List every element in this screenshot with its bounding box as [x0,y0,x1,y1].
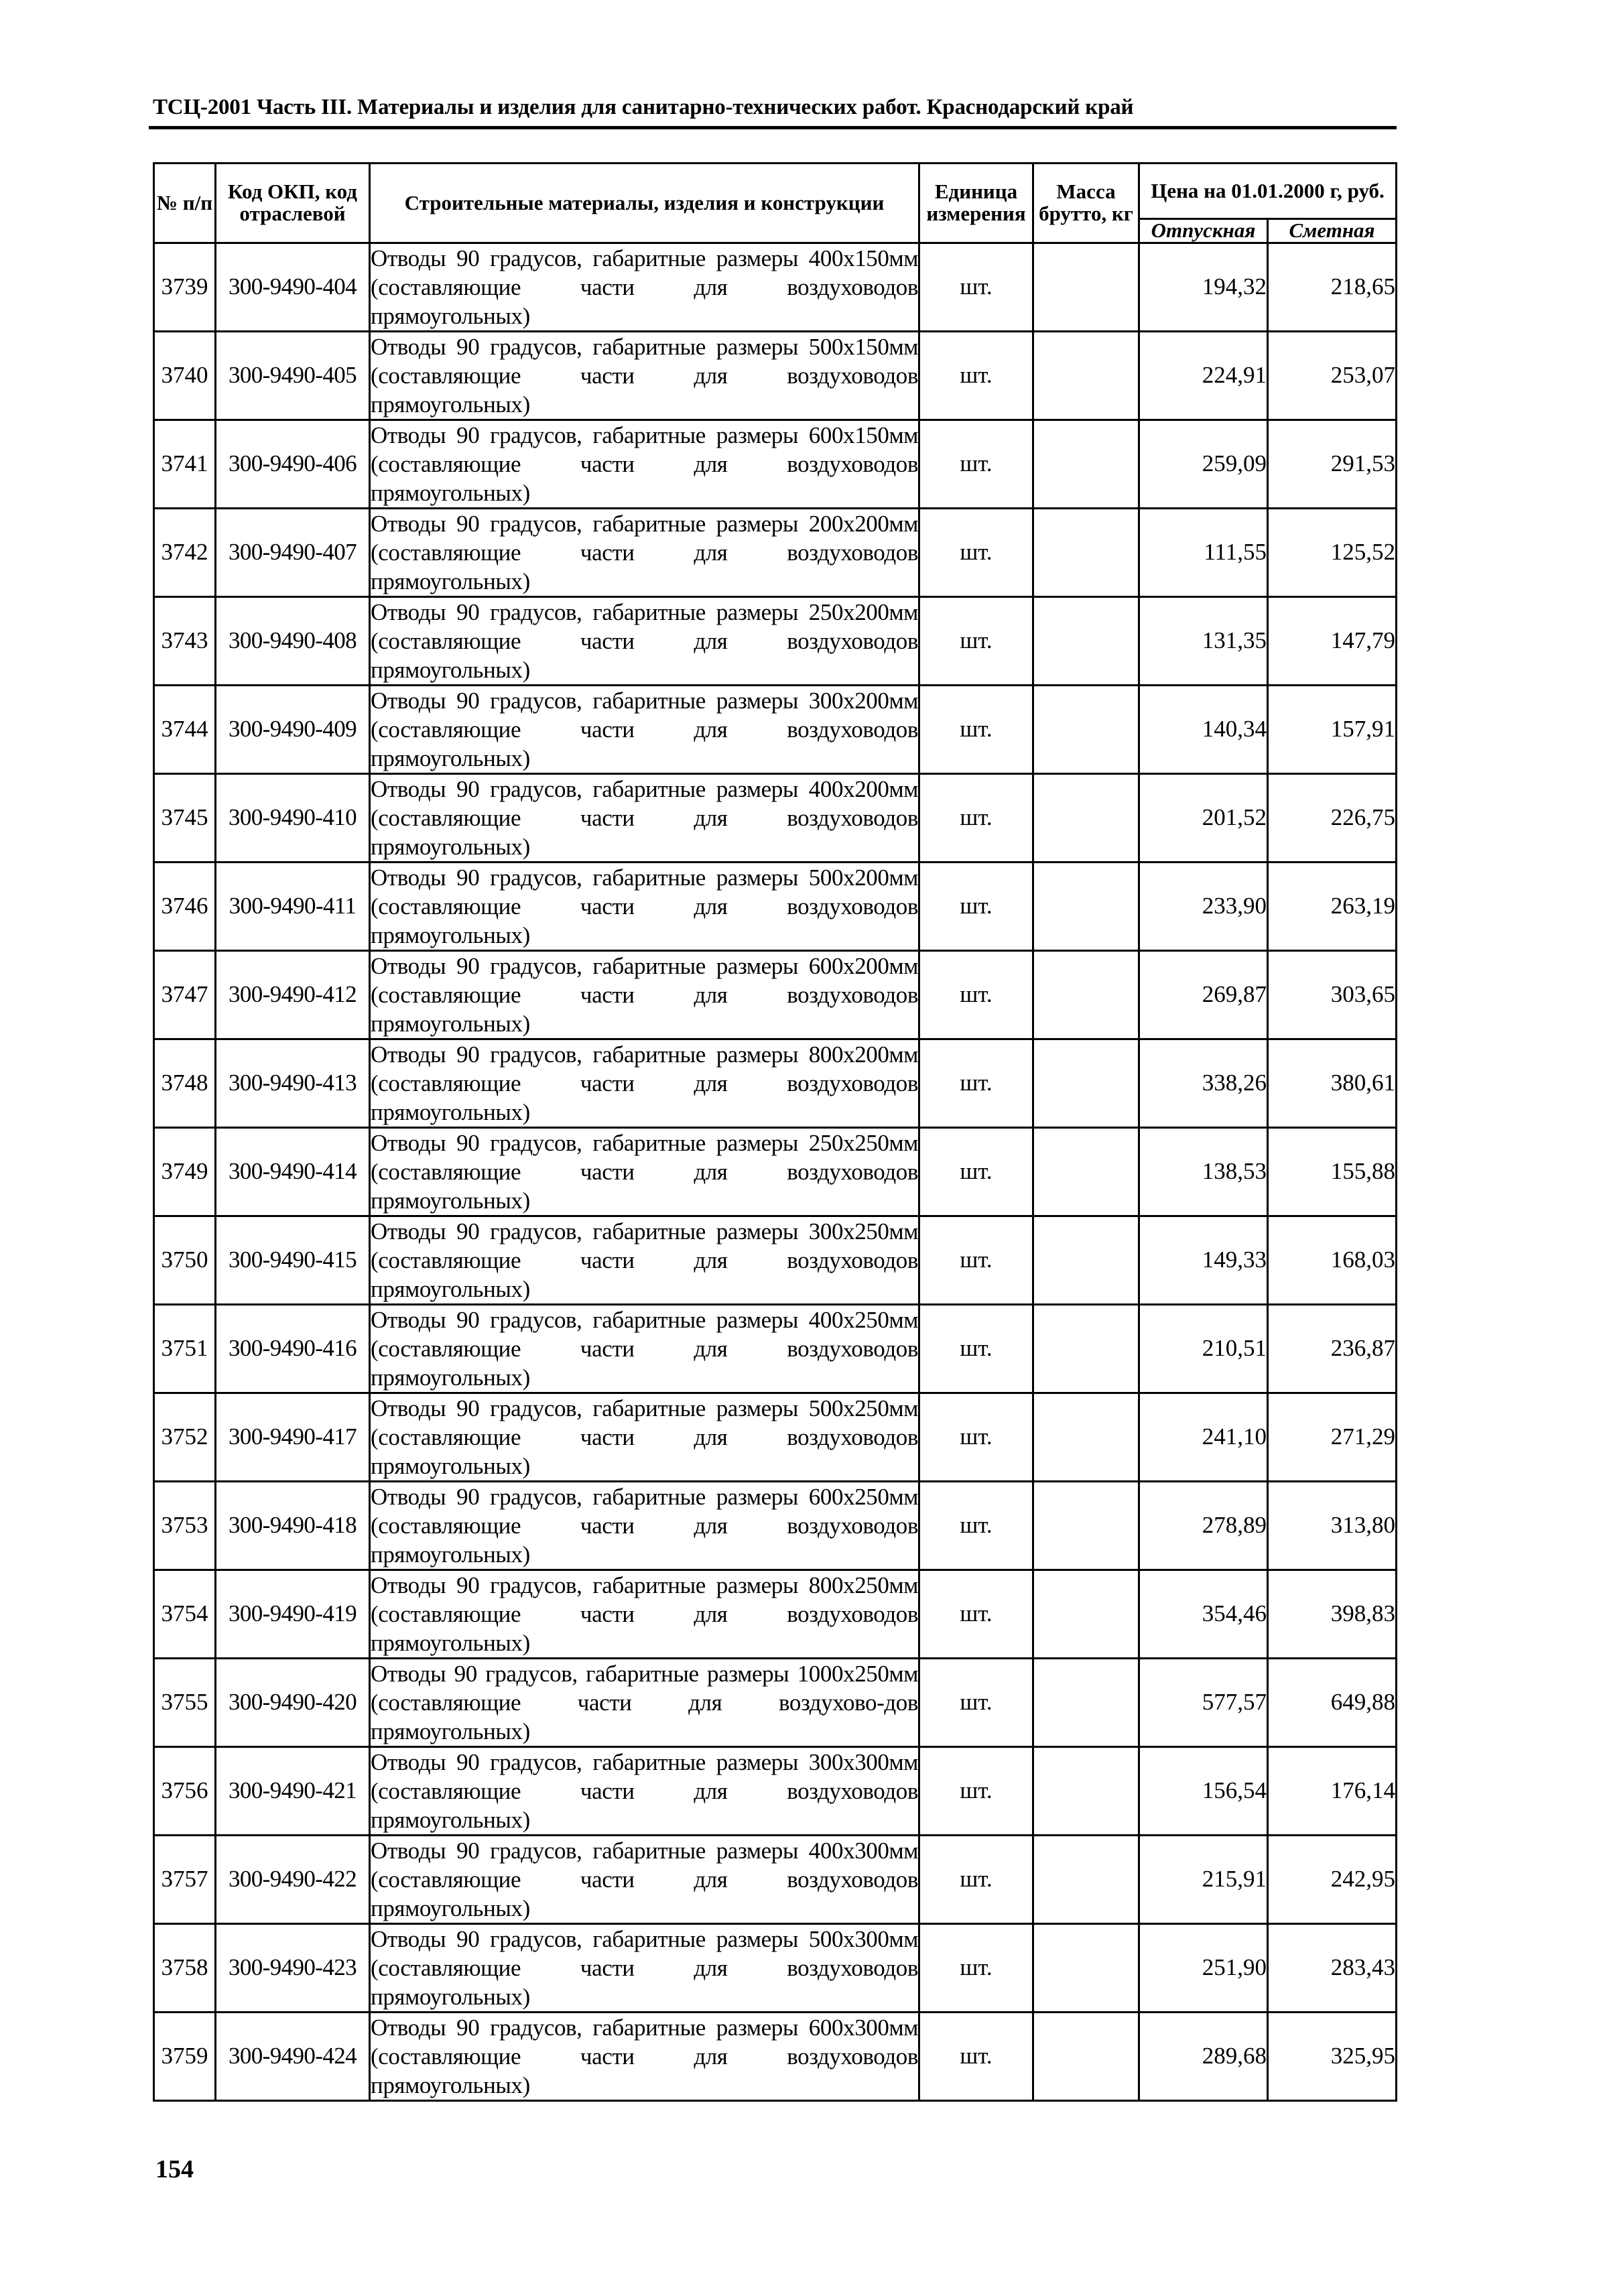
row-price-release: 338,26 [1139,1039,1268,1127]
row-description: Отводы 90 градусов, габаритные размеры 500x200мм (составляющие части для воздуховодов прямоугольных) [370,862,919,950]
row-unit: шт. [919,862,1033,950]
row-unit: шт. [919,685,1033,773]
row-code: 300-9490-410 [216,773,370,862]
row-mass [1033,508,1139,596]
row-price-estimate: 253,07 [1268,331,1397,420]
row-price-release: 156,54 [1139,1746,1268,1835]
row-number: 3755 [154,1658,216,1746]
row-price-release: 149,33 [1139,1216,1268,1304]
row-number: 3750 [154,1216,216,1304]
row-code: 300-9490-415 [216,1216,370,1304]
row-mass [1033,1304,1139,1393]
row-description: Отводы 90 градусов, габаритные размеры 600x150мм (составляющие части для воздуховодов прямоугольных) [370,420,919,508]
row-number: 3749 [154,1127,216,1216]
row-price-estimate: 125,52 [1268,508,1397,596]
row-mass [1033,1127,1139,1216]
table-row [154,1835,1397,1923]
row-description: Отводы 90 градусов, габаритные размеры 600x250мм (составляющие части для воздуховодов прямоугольных) [370,1481,919,1570]
row-description: Отводы 90 градусов, габаритные размеры 300x200мм (составляющие части для воздуховодов прямоугольных) [370,685,919,773]
row-price-estimate: 147,79 [1268,596,1397,685]
row-price-release: 215,91 [1139,1835,1268,1923]
row-mass [1033,950,1139,1039]
row-code: 300-9490-418 [216,1481,370,1570]
row-description: Отводы 90 градусов, габаритные размеры 400x150мм (составляющие части для воздуховодов прямоугольных) [370,243,919,331]
row-price-release: 251,90 [1139,1923,1268,2012]
row-price-release: 140,34 [1139,685,1268,773]
row-description: Отводы 90 градусов, габаритные размеры 200x200мм (составляющие части для воздуховодов прямоугольных) [370,508,919,596]
row-unit: шт. [919,773,1033,862]
row-code: 300-9490-406 [216,420,370,508]
row-unit: шт. [919,596,1033,685]
row-price-estimate: 242,95 [1268,1835,1397,1923]
row-unit: шт. [919,1127,1033,1216]
row-number: 3740 [154,331,216,420]
price-table [153,162,1397,2102]
row-price-estimate: 263,19 [1268,862,1397,950]
row-code: 300-9490-420 [216,1658,370,1746]
column-header-price-release: Отпускная [1139,219,1268,243]
row-number: 3754 [154,1570,216,1658]
row-number: 3745 [154,773,216,862]
row-description: Отводы 90 градусов, габаритные размеры 400x300мм (составляющие части для воздуховодов прямоугольных) [370,1835,919,1923]
row-number: 3746 [154,862,216,950]
table-row [154,773,1397,862]
table-row [154,508,1397,596]
row-mass [1033,1481,1139,1570]
row-price-release: 259,09 [1139,420,1268,508]
row-unit: шт. [919,2012,1033,2100]
table-row [154,1570,1397,1658]
row-price-release: 269,87 [1139,950,1268,1039]
row-mass [1033,420,1139,508]
page-number: 154 [155,2155,194,2183]
row-price-release: 354,46 [1139,1570,1268,1658]
row-unit: шт. [919,508,1033,596]
row-description: Отводы 90 градусов, габаритные размеры 1000x250мм (составляющие части для воздухово-дов прямоугольных) [370,1658,919,1746]
row-description: Отводы 90 градусов, габаритные размеры 500x250мм (составляющие части для воздуховодов прямоугольных) [370,1393,919,1481]
row-price-estimate: 291,53 [1268,420,1397,508]
row-price-estimate: 157,91 [1268,685,1397,773]
row-number: 3741 [154,420,216,508]
row-price-release: 241,10 [1139,1393,1268,1481]
column-header-mass: Масса брутто, кг [1033,164,1139,243]
row-unit: шт. [919,1304,1033,1393]
row-unit: шт. [919,1835,1033,1923]
row-code: 300-9490-409 [216,685,370,773]
row-description: Отводы 90 градусов, габаритные размеры 250x200мм (составляющие части для воздуховодов прямоугольных) [370,596,919,685]
table-row [154,2012,1397,2100]
table-row [154,1039,1397,1127]
row-code: 300-9490-412 [216,950,370,1039]
table-row [154,420,1397,508]
table-row [154,862,1397,950]
row-description: Отводы 90 градусов, габаритные размеры 600x200мм (составляющие части для воздуховодов прямоугольных) [370,950,919,1039]
row-price-estimate: 380,61 [1268,1039,1397,1127]
row-mass [1033,1923,1139,2012]
row-mass [1033,1039,1139,1127]
row-mass [1033,2012,1139,2100]
row-unit: шт. [919,1039,1033,1127]
row-price-estimate: 236,87 [1268,1304,1397,1393]
row-unit: шт. [919,331,1033,420]
row-code: 300-9490-413 [216,1039,370,1127]
table-row [154,1127,1397,1216]
row-number: 3759 [154,2012,216,2100]
row-price-estimate: 649,88 [1268,1658,1397,1746]
row-unit: шт. [919,420,1033,508]
row-price-estimate: 168,03 [1268,1216,1397,1304]
row-code: 300-9490-416 [216,1304,370,1393]
row-price-release: 201,52 [1139,773,1268,862]
row-price-release: 210,51 [1139,1304,1268,1393]
row-price-release: 131,35 [1139,596,1268,685]
table-row [154,950,1397,1039]
table-row [154,596,1397,685]
table-row [154,1746,1397,1835]
row-code: 300-9490-419 [216,1570,370,1658]
row-price-estimate: 398,83 [1268,1570,1397,1658]
row-description: Отводы 90 градусов, габаритные размеры 600x300мм (составляющие части для воздуховодов прямоугольных) [370,2012,919,2100]
table-row [154,685,1397,773]
row-number: 3739 [154,243,216,331]
row-price-estimate: 303,65 [1268,950,1397,1039]
row-unit: шт. [919,1746,1033,1835]
row-price-estimate: 226,75 [1268,773,1397,862]
column-header-code: Код ОКП, код отраслевой [216,164,370,243]
column-header-price-estimate: Сметная [1268,219,1397,243]
table-body [154,243,1397,2100]
row-description: Отводы 90 градусов, габаритные размеры 500x150мм (составляющие части для воздуховодов прямоугольных) [370,331,919,420]
row-unit: шт. [919,1570,1033,1658]
row-code: 300-9490-414 [216,1127,370,1216]
row-description: Отводы 90 градусов, габаритные размеры 250x250мм (составляющие части для воздуховодов прямоугольных) [370,1127,919,1216]
row-mass [1033,596,1139,685]
table-row [154,1658,1397,1746]
row-description: Отводы 90 градусов, габаритные размеры 400x200мм (составляющие части для воздуховодов прямоугольных) [370,773,919,862]
row-price-release: 138,53 [1139,1127,1268,1216]
table-row [154,331,1397,420]
row-number: 3744 [154,685,216,773]
column-header-num: № п/п [154,164,216,243]
row-price-estimate: 176,14 [1268,1746,1397,1835]
row-number: 3748 [154,1039,216,1127]
table-row [154,243,1397,331]
row-number: 3752 [154,1393,216,1481]
row-price-release: 111,55 [1139,508,1268,596]
row-price-release: 577,57 [1139,1658,1268,1746]
row-description: Отводы 90 градусов, габаритные размеры 800x200мм (составляющие части для воздуховодов прямоугольных) [370,1039,919,1127]
row-mass [1033,1570,1139,1658]
row-code: 300-9490-422 [216,1835,370,1923]
row-mass [1033,862,1139,950]
row-number: 3753 [154,1481,216,1570]
row-price-estimate: 155,88 [1268,1127,1397,1216]
row-code: 300-9490-408 [216,596,370,685]
row-mass [1033,1835,1139,1923]
row-unit: шт. [919,243,1033,331]
row-mass [1033,1393,1139,1481]
row-mass [1033,1658,1139,1746]
row-price-estimate: 313,80 [1268,1481,1397,1570]
row-number: 3756 [154,1746,216,1835]
table-row [154,1481,1397,1570]
row-code: 300-9490-423 [216,1923,370,2012]
row-mass [1033,331,1139,420]
column-header-price: Цена на 01.01.2000 г, руб. [1139,164,1397,219]
row-code: 300-9490-424 [216,2012,370,2100]
row-code: 300-9490-404 [216,243,370,331]
row-unit: шт. [919,950,1033,1039]
row-price-estimate: 325,95 [1268,2012,1397,2100]
column-header-unit: Единица измерения [919,164,1033,243]
row-number: 3751 [154,1304,216,1393]
row-description: Отводы 90 градусов, габаритные размеры 800x250мм (составляющие части для воздуховодов прямоугольных) [370,1570,919,1658]
row-description: Отводы 90 градусов, габаритные размеры 400x250мм (составляющие части для воздуховодов прямоугольных) [370,1304,919,1393]
row-unit: шт. [919,1216,1033,1304]
row-code: 300-9490-411 [216,862,370,950]
row-price-release: 233,90 [1139,862,1268,950]
row-mass [1033,243,1139,331]
row-price-release: 289,68 [1139,2012,1268,2100]
row-price-estimate: 218,65 [1268,243,1397,331]
table-row [154,1216,1397,1304]
row-mass [1033,1746,1139,1835]
row-description: Отводы 90 градусов, габаритные размеры 300x300мм (составляющие части для воздуховодов прямоугольных) [370,1746,919,1835]
row-mass [1033,685,1139,773]
row-code: 300-9490-405 [216,331,370,420]
row-unit: шт. [919,1481,1033,1570]
row-code: 300-9490-407 [216,508,370,596]
row-price-release: 278,89 [1139,1481,1268,1570]
row-code: 300-9490-417 [216,1393,370,1481]
row-description: Отводы 90 градусов, габаритные размеры 300x250мм (составляющие части для воздуховодов прямоугольных) [370,1216,919,1304]
row-price-release: 194,32 [1139,243,1268,331]
row-mass [1033,773,1139,862]
row-mass [1033,1216,1139,1304]
row-price-estimate: 283,43 [1268,1923,1397,2012]
table-row [154,1304,1397,1393]
row-unit: шт. [919,1393,1033,1481]
header-divider [149,126,1397,129]
page-header-title: ТСЦ-2001 Часть III. Материалы и изделия для санитарно-технических работ. Краснодарский край [153,95,1134,119]
row-number: 3742 [154,508,216,596]
table-row [154,1393,1397,1481]
row-price-release: 224,91 [1139,331,1268,420]
row-unit: шт. [919,1923,1033,2012]
row-code: 300-9490-421 [216,1746,370,1835]
row-price-estimate: 271,29 [1268,1393,1397,1481]
table-header-row [154,164,1397,219]
row-unit: шт. [919,1658,1033,1746]
row-number: 3747 [154,950,216,1039]
column-header-name: Строительные материалы, изделия и конструкции [370,164,919,243]
row-description: Отводы 90 градусов, габаритные размеры 500x300мм (составляющие части для воздуховодов прямоугольных) [370,1923,919,2012]
row-number: 3758 [154,1923,216,2012]
row-number: 3757 [154,1835,216,1923]
row-number: 3743 [154,596,216,685]
table-row [154,1923,1397,2012]
